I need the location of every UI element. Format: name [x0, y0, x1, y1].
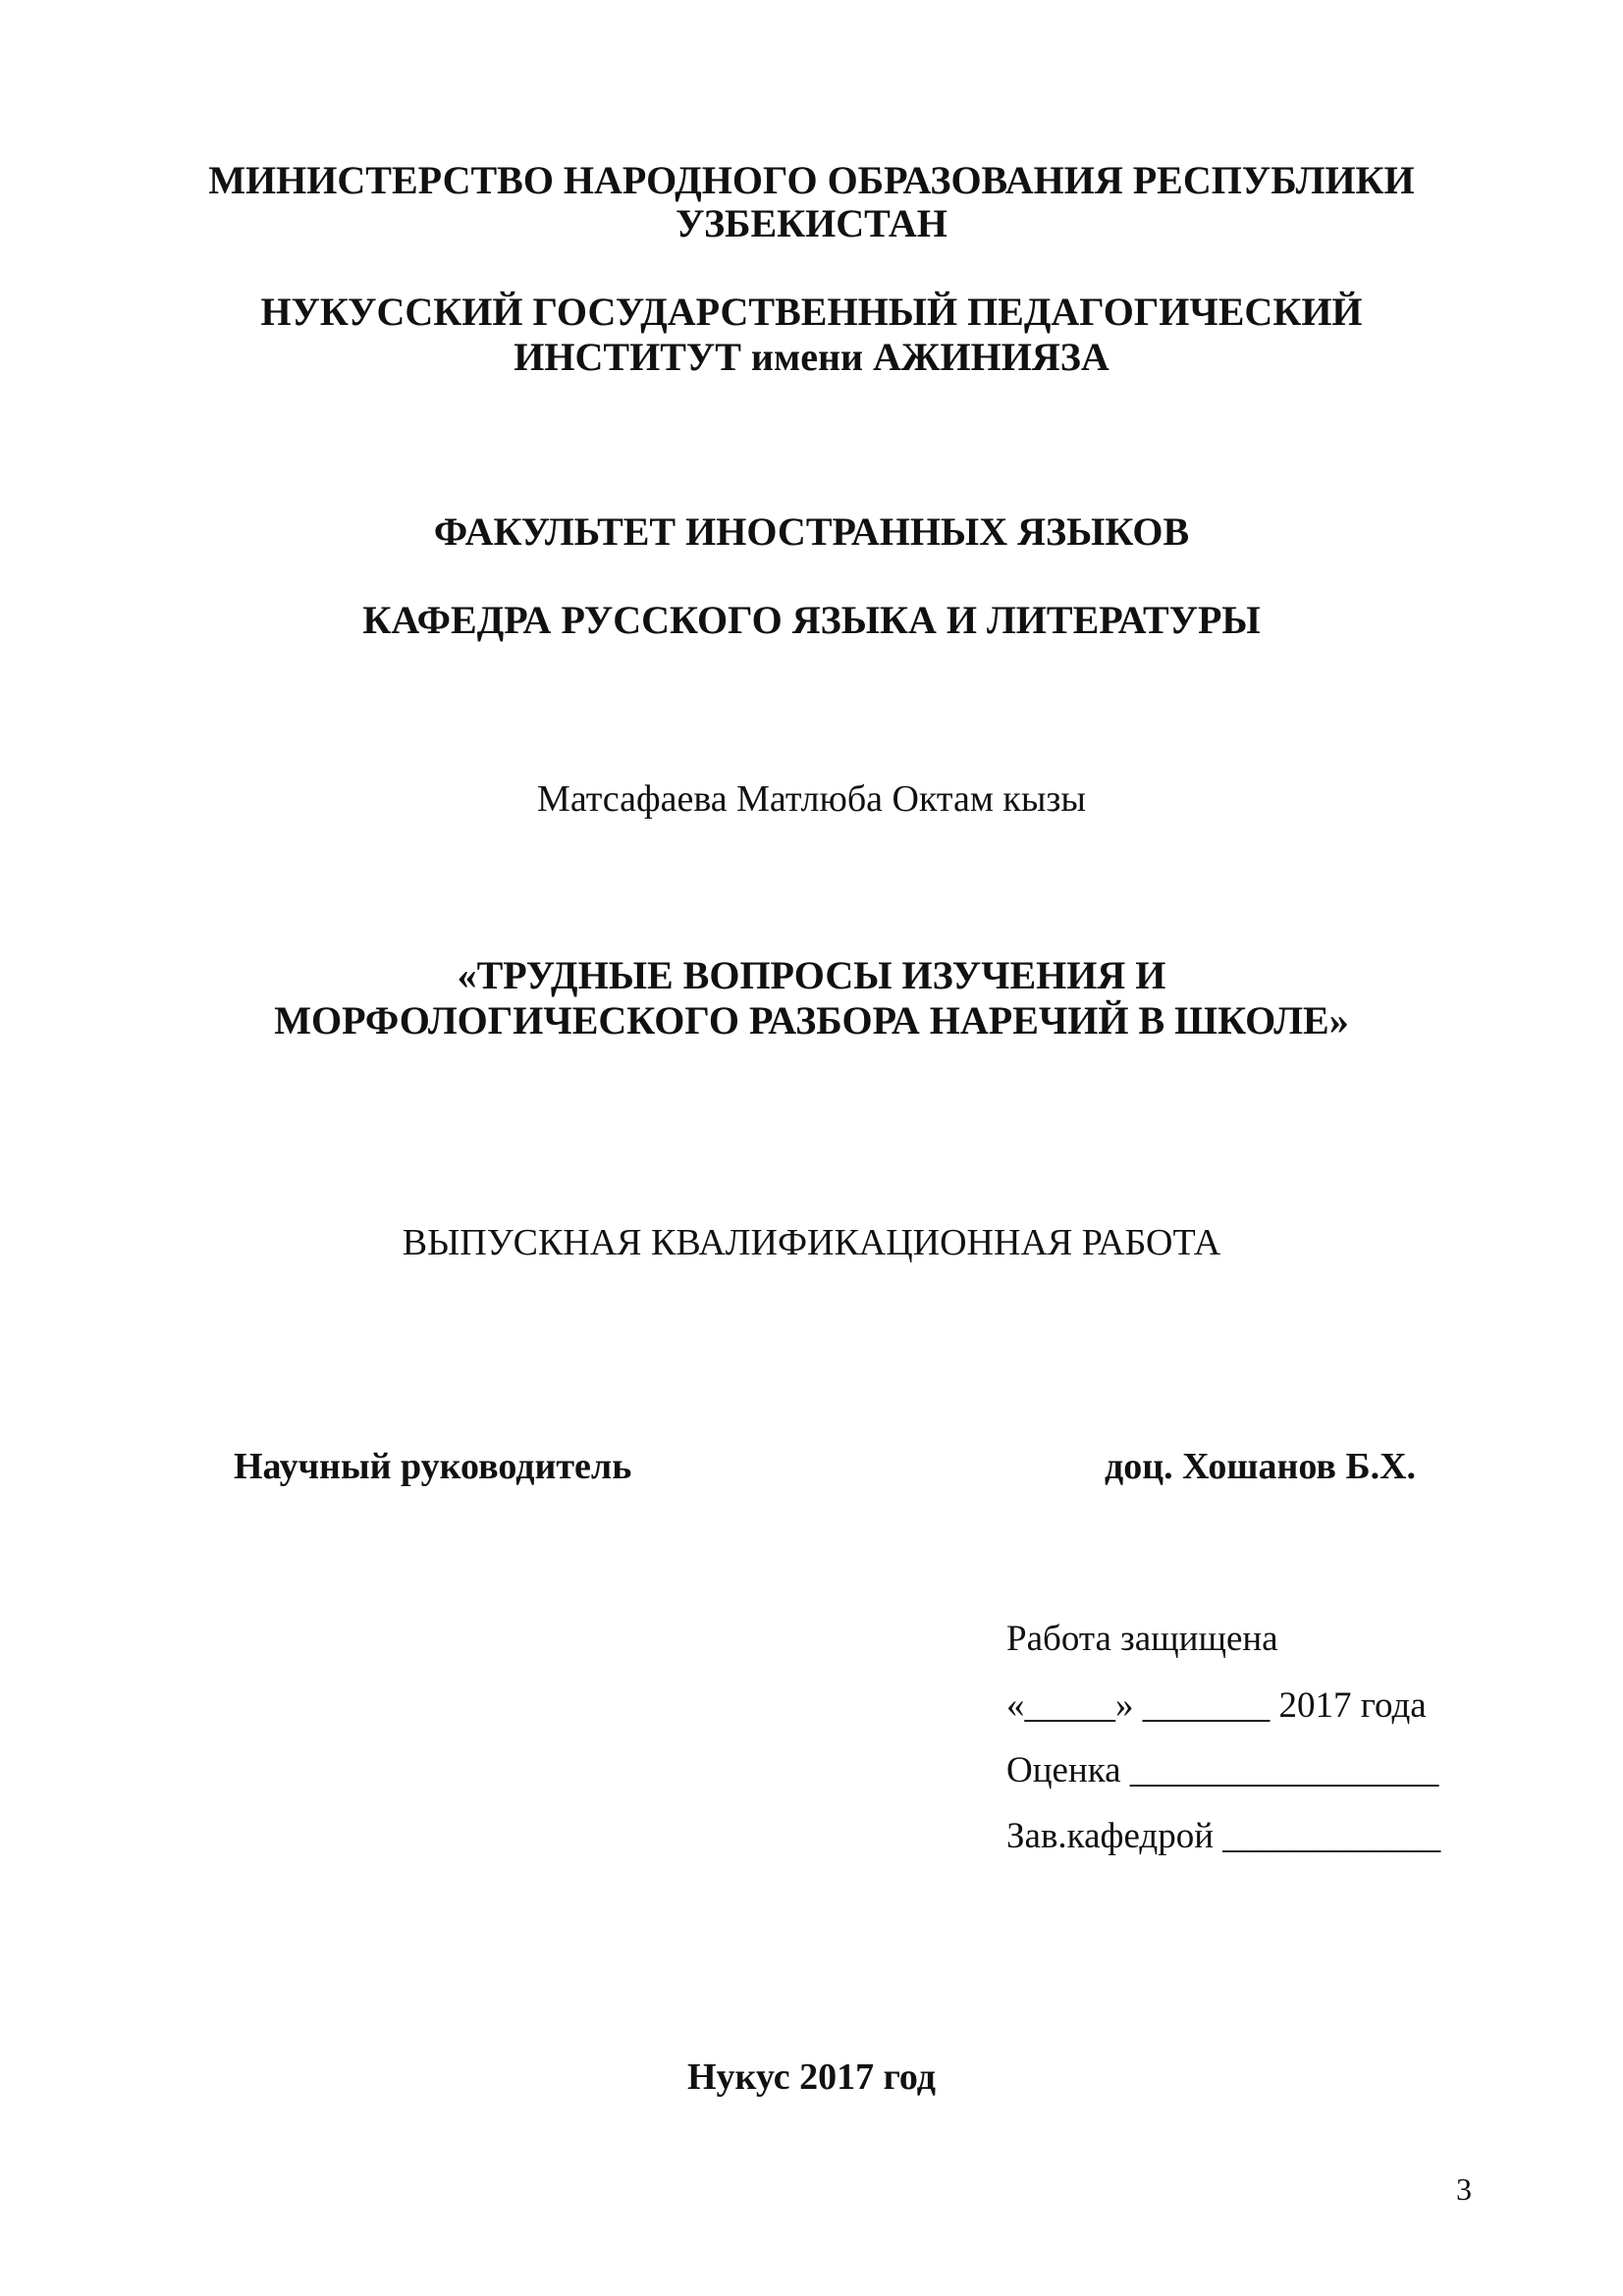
faculty-heading: ФАКУЛЬТЕТ ИНОСТРАННЫХ ЯЗЫКОВ — [433, 509, 1190, 554]
page-number: 3 — [1456, 2171, 1472, 2207]
author-name: Матсафаева Матлюба Октам кызы — [537, 778, 1086, 820]
ministry-line-1: МИНИСТЕРСТВО НАРОДНОГО ОБРАЗОВАНИЯ РЕСПУБЛИКИ — [208, 158, 1415, 202]
thesis-title-line-1: «ТРУДНЫЕ ВОПРОСЫ ИЗУЧЕНИЯ И — [457, 953, 1166, 997]
city-year: Нукус 2017 год — [686, 2056, 937, 2098]
defense-status: Работа защищена — [1006, 1619, 1278, 1659]
defense-grade: Оценка _________________ — [1006, 1750, 1439, 1790]
defense-date: «_____» _______ 2017 года — [1006, 1685, 1427, 1726]
supervisor-name: доц. Хошанов Б.Х. — [1105, 1446, 1417, 1487]
thesis-title-line-2: МОРФОЛОГИЧЕСКОГО РАЗБОРА НАРЕЧИЙ В ШКОЛЕ» — [274, 998, 1349, 1042]
institute-line-1: НУКУССКИЙ ГОСУДАРСТВЕННЫЙ ПЕДАГОГИЧЕСКИЙ — [260, 290, 1363, 334]
thesis-type: ВЫПУСКНАЯ КВАЛИФИКАЦИОННАЯ РАБОТА — [402, 1222, 1221, 1263]
supervisor-label: Научный руководитель — [234, 1446, 632, 1487]
department-heading: КАФЕДРА РУССКОГО ЯЗЫКА И ЛИТЕРАТУРЫ — [362, 598, 1261, 642]
department-head: Зав.кафедрой ____________ — [1006, 1816, 1441, 1856]
institute-line-2: ИНСТИТУТ имени АЖИНИЯЗА — [514, 335, 1109, 379]
ministry-line-2: УЗБЕКИСТАН — [676, 201, 947, 245]
